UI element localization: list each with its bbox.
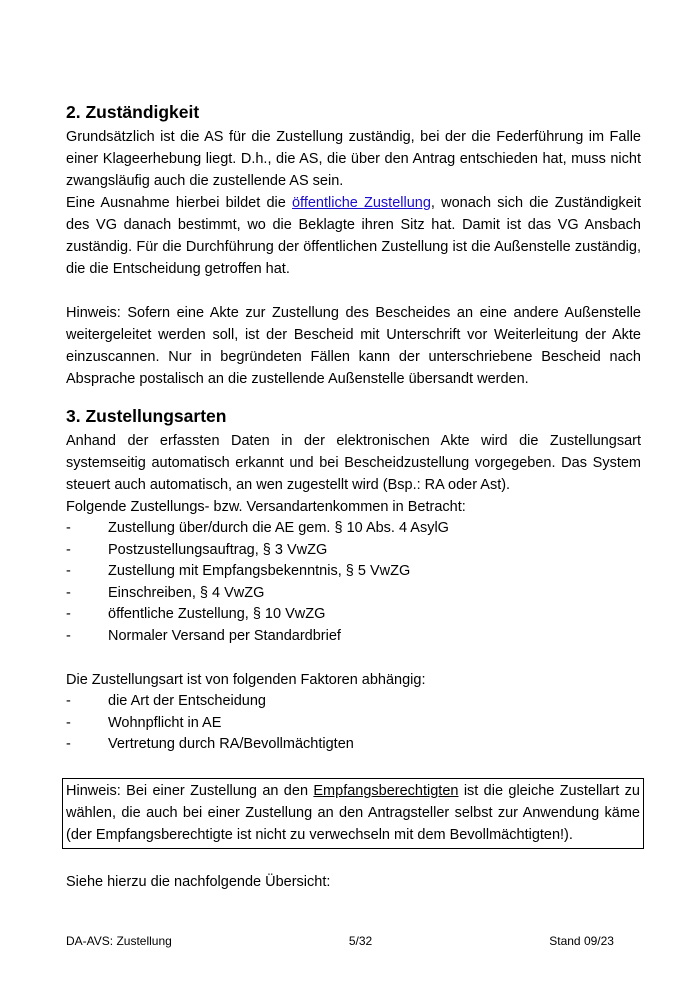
list-item-text: Zustellung über/durch die AE gem. § 10 Abs. 4 AsylG [108,520,449,536]
dash-marker: - [66,714,71,731]
section-2-hint: Hinweis: Sofern eine Akte zur Zustellung des Bescheides an eine andere Außenstelle weitergeleitet werden soll, ist der Bescheid mit Unterschrift vor Weiterleitung der Akte einzuscannen. Nur in begründeten Fällen kann der unterschriebene Bescheid nach Absprache postalisch an die zustellende Außenstelle übersandt werden. [66,305,641,387]
text: Eine Ausnahme hierbei bildet die [66,195,292,211]
text: ist die gleiche Zustellart zu wählen, die auch bei einer Zustellung an den Antragsteller selbst zur Anwendung käme (der Empfangsberechtigte ist nicht zu verwechseln mit dem Bevollmächtigten!). [66,782,641,843]
footer-document-title: DA-AVS: Zustellung [66,934,172,948]
footer-version: Stand 09/23 [549,934,614,948]
dash-marker: - [66,563,71,579]
section-2-heading: 2. Zuständigkeit [66,102,200,122]
section-3-paragraph-1: Anhand der erfassten Daten in der elektronischen Akte wird die Zustellungsart systemseitig automatisch erkannt und bei Bescheidzustellung vorgegeben. Das System steuert auch automatisch, an wen zugestellt wird (Bsp.: RA oder Ast). [66,433,641,493]
list-item [66,734,641,756]
list-item [66,713,641,735]
oeffentliche-zustellung-link[interactable]: öffentliche Zustellung [291,195,431,211]
dash-marker: - [66,627,71,644]
list-item-text: öffentliche Zustellung, § 10 VwZG [108,606,326,622]
section-2-paragraph-1: Grundsätzlich ist die AS für die Zustellung zuständig, bei der die Federführung im Falle einer Klageerhebung liegt. D.h., die AS, die über den Antrag entschieden hat, muss nicht zwangsläufig auch die zustellende AS sein. [66,129,641,189]
list-item [66,626,641,648]
list-item-text: Zustellung mit Empfangsbekenntnis, § 5 VwZG [108,563,411,579]
list-item-text: die Art der Entscheidung [108,693,266,709]
dash-marker: - [66,736,71,752]
empfangsberechtigten-term: Empfangsberechtigten [313,782,459,799]
hint-box-text [66,780,640,846]
list-item-text: Vertretung durch RA/Bevollmächtigten [108,736,354,752]
dash-marker: - [66,693,71,709]
list-item [66,604,641,626]
list-item [66,518,641,540]
section-3-paragraph-4: Siehe hierzu die nachfolgende Übersicht: [66,873,331,890]
dash-marker: - [66,520,71,536]
list-item-text: Wohnpflicht in AE [108,714,222,731]
list-item [66,691,641,713]
section-2-paragraph-2 [66,192,641,280]
dash-marker: - [66,606,71,622]
list-item [66,540,641,562]
dash-marker: - [66,541,71,558]
page-footer [66,934,614,948]
faktoren-list [66,691,641,756]
list-item-text: Einschreiben, § 4 VwZG [108,584,265,601]
zustellungsarten-list [66,518,641,647]
hint-box [62,778,644,849]
dash-marker: - [66,584,71,601]
list-item [66,561,641,583]
list-item [66,583,641,605]
section-3-paragraph-3: Die Zustellungsart ist von folgenden Faktoren abhängig: [66,672,426,688]
list-item-text: Postzustellungsauftrag, § 3 VwZG [108,541,328,558]
text: , wonach sich die Zuständigkeit des VG danach bestimmt, wo die Beklagte ihren Sitz hat. Damit ist das VG Ansbach zuständig. Für die Durchführung der öffentlichen Zustellung ist die Außenstelle zuständig, die die Entscheidung getroffen hat. [66,195,641,277]
section-3-heading: 3. Zustellungsarten [66,406,227,426]
document-page [66,100,641,893]
text: Hinweis: Bei einer Zustellung an den [66,782,314,799]
section-3-paragraph-2: Folgende Zustellungs- bzw. Versandartenkommen in Betracht: [66,499,466,515]
list-item-text: Normaler Versand per Standardbrief [108,627,341,644]
footer-page-number: 5/32 [348,934,373,948]
